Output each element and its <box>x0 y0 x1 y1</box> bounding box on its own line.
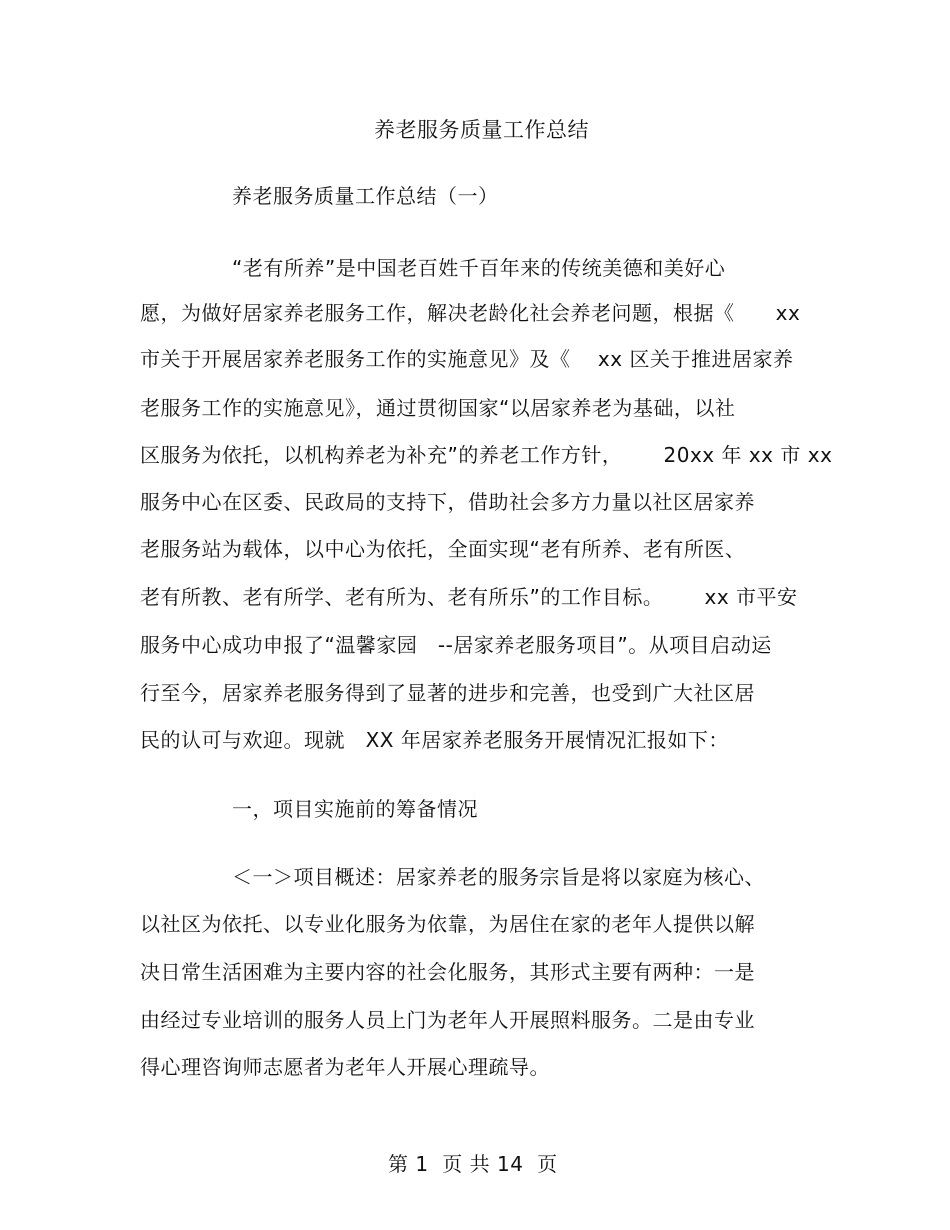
paragraph-line: 老有所教、老有所学、老有所为、老有所乐”的工作目标。 xx 市平安 <box>140 585 798 609</box>
paragraph-line: 愿，为做好居家养老服务工作，解决老龄化社会养老问题，根据《 xx <box>140 301 801 325</box>
paragraph-line: 服务中心在区委、民政局的支持下，借助社会多方力量以社区居家养 <box>140 490 755 514</box>
paragraph-line: 由经过专业培训的服务人员上门为老年人开展照料服务。二是由专业 <box>140 1008 755 1032</box>
paragraph-line: 以社区为依托、以专业化服务为依靠，为居住在家的老年人提供以解 <box>140 912 755 936</box>
paragraph-line: ＜一＞项目概述：居家养老的服务宗旨是将以家庭为核心、 <box>232 865 765 889</box>
section-subtitle: 养老服务质量工作总结（一） <box>232 184 499 208</box>
paragraph-line: 得心理咨询师志愿者为老年人开展心理疏导。 <box>140 1055 550 1079</box>
paragraph-line: 民的认可与欢迎。现就 XX 年居家养老服务开展情况汇报如下： <box>140 728 729 752</box>
page-footer: 第 1 页 共 14 页 <box>388 1152 558 1176</box>
document-title: 养老服务质量工作总结 <box>374 118 589 142</box>
paragraph-line: 决日常生活困难为主要内容的社会化服务，其形式主要有两种：一是 <box>140 960 755 984</box>
section-heading: 一，项目实施前的筹备情况 <box>232 797 478 821</box>
paragraph-line: “老有所养”是中国老百姓千百年来的传统美德和美好心 <box>232 256 726 280</box>
paragraph-line: 服务中心成功申报了“温馨家园 --居家养老服务项目”。从项目启动运 <box>140 633 772 657</box>
paragraph-line: 市关于开展居家养老服务工作的实施意见》及《 xx 区关于推进居家养 <box>140 347 794 371</box>
paragraph-line: 行至今，居家养老服务得到了显著的进步和完善，也受到广大社区居 <box>140 681 755 705</box>
paragraph-line: 老服务站为载体，以中心为依托，全面实现“老有所养、老有所医、 <box>140 537 746 561</box>
paragraph-line: 老服务工作的实施意见》，通过贯彻国家“以居家养老为基础，以社 <box>140 396 736 420</box>
paragraph-line: 区服务为依托，以机构养老为补充”的养老工作方针， 20xx 年 xx 市 xx <box>140 443 833 467</box>
